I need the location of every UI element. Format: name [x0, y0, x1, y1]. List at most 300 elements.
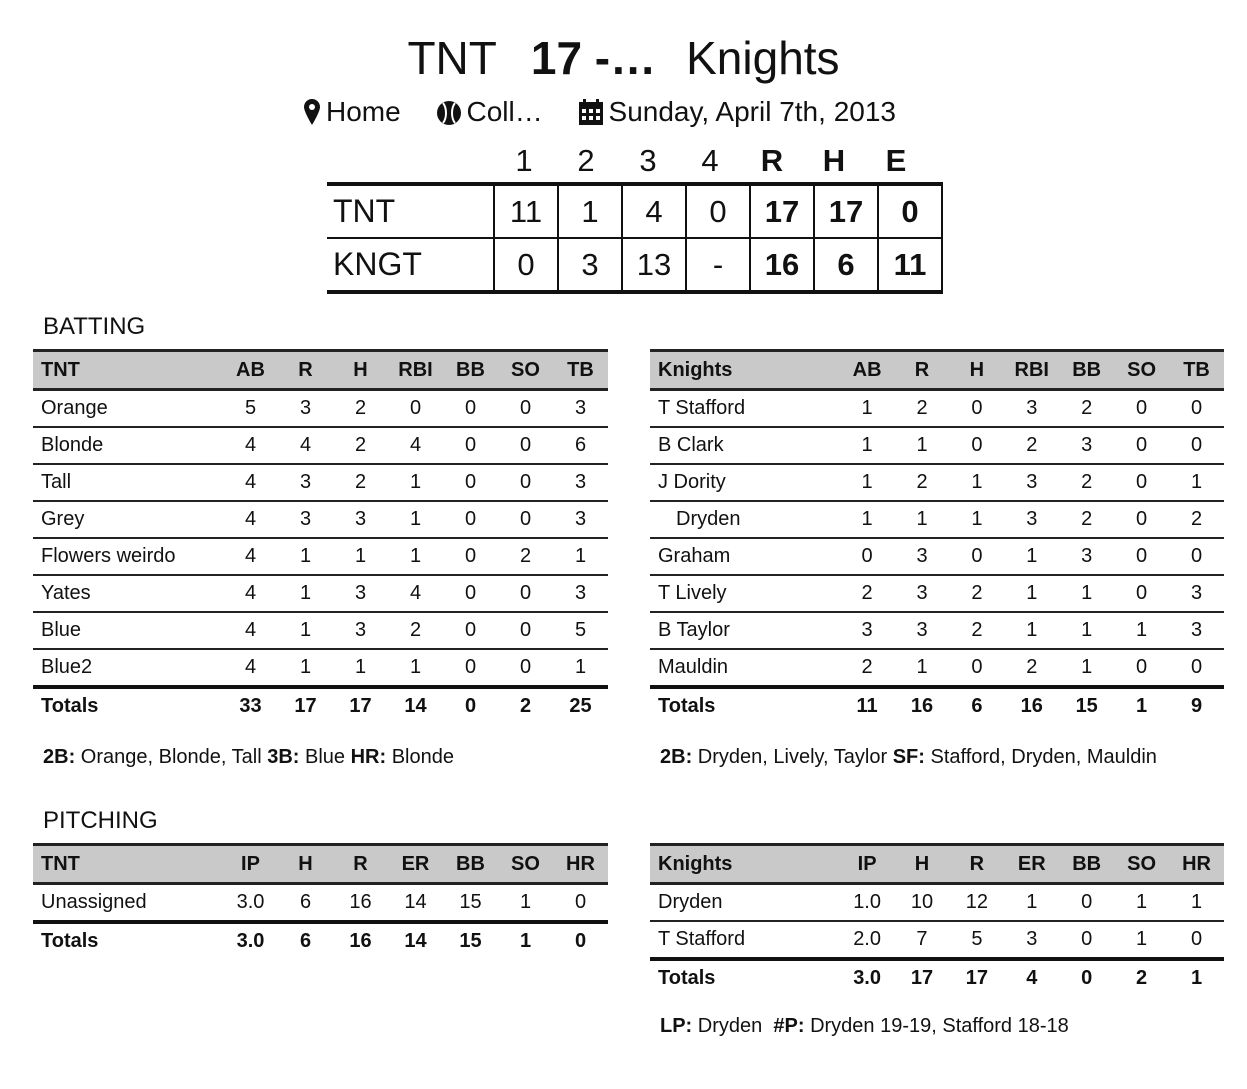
stat-value: 1	[553, 649, 608, 687]
note-label: 2B:	[43, 746, 76, 768]
stat-value: 0	[1114, 390, 1169, 428]
stat-value: 0	[388, 390, 443, 428]
stat-column-header: TB	[553, 351, 608, 390]
stat-value: 1	[840, 427, 895, 464]
total-value: 2	[1136, 967, 1148, 989]
stat-column-header: R	[949, 845, 1004, 884]
totals-row	[650, 959, 1224, 996]
stat-value: 0	[1059, 921, 1114, 959]
total-hits: 6	[813, 239, 877, 290]
location-info	[304, 92, 401, 132]
totals-label: Totals	[658, 695, 716, 717]
stat-value: 4	[278, 427, 333, 464]
stats-header-row	[650, 845, 1224, 884]
pitching-table-away	[33, 843, 608, 959]
table-row	[650, 649, 1224, 687]
stat-value: 3	[840, 612, 895, 649]
total-errors: 11	[877, 239, 943, 290]
inning-score: 11	[493, 186, 557, 237]
total-value: 6	[299, 930, 312, 952]
inning-score: 4	[621, 186, 685, 237]
stat-value: 0	[498, 575, 553, 612]
stat-value: 4	[388, 427, 443, 464]
stat-column-header: HR	[553, 845, 608, 884]
stat-value: 4	[223, 501, 278, 538]
stat-value: 1	[949, 464, 1004, 501]
table-row	[650, 390, 1224, 428]
totals-label: Totals	[41, 695, 99, 717]
stat-value: 2	[1004, 649, 1059, 687]
stat-column-header: H	[278, 845, 333, 884]
totals-row	[650, 687, 1224, 724]
stat-value: 0	[949, 538, 1004, 575]
stat-value: 0	[1169, 427, 1224, 464]
home-team-name: Knights	[686, 32, 840, 84]
stat-value: 4	[223, 538, 278, 575]
total-value: 11	[856, 695, 878, 717]
stat-value: 2	[333, 427, 388, 464]
stat-value: 0	[443, 427, 498, 464]
total-value: 16	[1020, 695, 1043, 717]
total-value: 17	[294, 695, 317, 717]
stat-value: 3	[1059, 427, 1114, 464]
note-label: 2B:	[660, 746, 693, 768]
stat-value: 3	[278, 464, 333, 501]
stat-column-header: IP	[223, 845, 278, 884]
game-meta	[0, 92, 1200, 132]
stat-value: 1	[388, 649, 443, 687]
table-row	[650, 464, 1224, 501]
line-score-row	[327, 186, 943, 237]
stat-value: 0	[498, 612, 553, 649]
stat-column-header: BB	[443, 351, 498, 390]
stat-value: 0	[1169, 538, 1224, 575]
stat-value: 0	[443, 612, 498, 649]
stat-value: 3	[1059, 538, 1114, 575]
player-name: B Clark	[650, 427, 840, 464]
stats-header-row	[650, 351, 1224, 390]
total-value: 16	[349, 930, 372, 952]
date-info	[579, 92, 896, 132]
stat-value: 0	[443, 390, 498, 428]
table-row	[33, 464, 608, 501]
note-text: Blue	[305, 746, 346, 768]
stat-value: 1	[840, 501, 895, 538]
stat-column-header: BB	[1059, 845, 1114, 884]
stat-value: 3	[1004, 921, 1059, 959]
total-value: 25	[569, 695, 592, 717]
note-label: LP:	[660, 1015, 693, 1037]
stat-value: 5	[223, 390, 278, 428]
total-value: 16	[910, 695, 934, 717]
table-row	[650, 575, 1224, 612]
stat-value: 1	[1059, 649, 1114, 687]
stat-value: 2	[388, 612, 443, 649]
stat-value: 0	[1114, 649, 1169, 687]
stat-value: 12	[949, 884, 1004, 922]
stat-value: 2	[1059, 464, 1114, 501]
stat-value: 1	[949, 501, 1004, 538]
stat-value: 2	[498, 538, 553, 575]
stat-column-header: SO	[1114, 351, 1169, 390]
stat-value: 1	[278, 575, 333, 612]
stat-value: 0	[1114, 575, 1169, 612]
stat-value: 1	[333, 649, 388, 687]
stat-value: 1	[553, 538, 608, 575]
total-value: 33	[239, 695, 262, 717]
table-row	[33, 649, 608, 687]
batting-table-home	[650, 349, 1224, 724]
stat-value: 2	[333, 390, 388, 428]
map-pin-icon	[304, 99, 320, 125]
total-value: 9	[1190, 695, 1203, 717]
total-value: 2	[519, 695, 532, 717]
total-value: 3.0	[236, 930, 265, 952]
inning-score: 1	[557, 186, 621, 237]
inning-score: -	[685, 239, 749, 290]
stat-value: 3	[895, 612, 950, 649]
stat-value: 3	[1169, 612, 1224, 649]
stat-value: 2	[1059, 501, 1114, 538]
stat-value: 14	[388, 884, 443, 923]
game-title	[0, 30, 1247, 86]
stat-column-header: SO	[1114, 845, 1169, 884]
stat-value: 4	[223, 464, 278, 501]
location-label: Home	[326, 96, 401, 127]
stat-value: 3	[1004, 390, 1059, 428]
inning-header: 1	[515, 143, 533, 178]
stat-column-header: AB	[223, 351, 278, 390]
line-score-team: KNGT	[333, 246, 422, 282]
stat-value: 4	[223, 612, 278, 649]
stat-value: 2	[333, 464, 388, 501]
player-name: Dryden	[650, 884, 840, 922]
stat-column-header: IP	[840, 845, 895, 884]
stat-column-header: RBI	[1004, 351, 1059, 390]
total-value: 0	[574, 930, 587, 952]
stat-value: 3	[278, 390, 333, 428]
stat-value: 0	[1114, 427, 1169, 464]
inning-header: 3	[639, 143, 657, 178]
player-name: T Lively	[650, 575, 840, 612]
total-value: 1	[1190, 967, 1203, 989]
stat-value: 1	[1059, 575, 1114, 612]
stat-value: 1	[1004, 538, 1059, 575]
stat-value: 3	[553, 464, 608, 501]
stat-value: 6	[553, 427, 608, 464]
stat-value: 2	[895, 464, 950, 501]
stats-header-row	[33, 845, 608, 884]
stat-column-header: BB	[1059, 351, 1114, 390]
stat-value: 15	[443, 884, 498, 923]
table-row	[33, 427, 608, 464]
stat-column-header: R	[333, 845, 388, 884]
stat-value: 1	[895, 649, 950, 687]
stat-value: 2	[1004, 427, 1059, 464]
total-value: 17	[965, 967, 988, 989]
stat-column-header: HR	[1169, 845, 1224, 884]
stat-value: 0	[1169, 921, 1224, 959]
line-score-team: TNT	[333, 193, 396, 229]
stat-value: 0	[1169, 390, 1224, 428]
stat-column-header: BB	[443, 845, 498, 884]
total-value: 6	[971, 695, 983, 717]
total-runs: 16	[749, 239, 813, 290]
table-row	[33, 501, 608, 538]
totals-label: Totals	[658, 967, 716, 989]
stat-value: 1	[1004, 612, 1059, 649]
player-name: Blue2	[33, 649, 223, 687]
table-row	[33, 575, 608, 612]
total-value: 15	[459, 930, 482, 952]
player-name: Grey	[33, 501, 223, 538]
stat-column-header: ER	[388, 845, 443, 884]
stat-value: 3	[1169, 575, 1224, 612]
line-score	[327, 140, 943, 294]
note-label: #P:	[773, 1015, 805, 1037]
batting-table-away	[33, 349, 608, 724]
stat-value: 2	[840, 575, 895, 612]
stat-value: 3	[333, 575, 388, 612]
stat-value: 1	[1114, 921, 1169, 959]
stat-value: 4	[223, 575, 278, 612]
stat-column-header: H	[895, 845, 950, 884]
note-text: Dryden, Lively, Taylor	[697, 746, 888, 768]
stat-value: 7	[895, 921, 950, 959]
stat-value: 3	[333, 501, 388, 538]
table-row	[650, 501, 1224, 538]
date-label: Sunday, April 7th, 2013	[608, 96, 896, 127]
stat-value: 1	[388, 538, 443, 575]
total-value: 0	[1081, 967, 1093, 989]
stat-value: 3	[895, 575, 950, 612]
player-name: Yates	[33, 575, 223, 612]
line-score-header	[327, 140, 943, 182]
errors-header: E	[885, 143, 907, 178]
runs-header: R	[760, 143, 784, 178]
table-row	[33, 390, 608, 428]
total-value: 14	[404, 695, 427, 717]
stat-value: 3	[278, 501, 333, 538]
player-name: B Taylor	[650, 612, 840, 649]
stat-value: 1	[278, 612, 333, 649]
stat-value: 0	[443, 575, 498, 612]
stat-column-header: AB	[840, 351, 895, 390]
table-row	[650, 427, 1224, 464]
stat-value: 0	[498, 390, 553, 428]
stat-value: 1	[1059, 612, 1114, 649]
note-text: Blonde	[391, 746, 454, 768]
stat-column-header: R	[895, 351, 950, 390]
stat-value: 0	[1114, 538, 1169, 575]
inning-header: 2	[577, 143, 595, 178]
stat-value: 0	[1059, 884, 1114, 922]
player-name: Tall	[33, 464, 223, 501]
stat-value: 0	[443, 501, 498, 538]
stat-value: 0	[949, 427, 1004, 464]
stat-column-header: ER	[1004, 845, 1059, 884]
game-score: 17 -…	[530, 32, 657, 84]
stat-value: 6	[278, 884, 333, 923]
stat-value: 1	[278, 649, 333, 687]
stat-value: 4	[223, 649, 278, 687]
stat-value: 1	[333, 538, 388, 575]
player-name: Mauldin	[650, 649, 840, 687]
stat-value: 2	[949, 575, 1004, 612]
batting-section-title: BATTING	[43, 313, 146, 340]
player-name: Dryden	[650, 501, 840, 538]
stat-value: 3	[1004, 464, 1059, 501]
batting-notes-home	[660, 744, 1157, 770]
team-column-header: Knights	[650, 351, 840, 390]
stat-value: 1	[895, 501, 950, 538]
total-value: 0	[464, 695, 477, 717]
stat-value: 0	[840, 538, 895, 575]
player-name: J Dority	[650, 464, 840, 501]
player-name: Graham	[650, 538, 840, 575]
stat-value: 2.0	[840, 921, 895, 959]
note-label: SF:	[892, 746, 925, 768]
table-row	[33, 538, 608, 575]
stat-value: 1	[388, 501, 443, 538]
total-runs: 17	[749, 186, 813, 237]
total-hits: 17	[813, 186, 877, 237]
table-row	[650, 612, 1224, 649]
stat-column-header: H	[949, 351, 1004, 390]
player-name: Orange	[33, 390, 223, 428]
totals-row	[33, 687, 608, 724]
stat-value: 0	[1114, 501, 1169, 538]
batting-notes-away	[43, 744, 454, 770]
total-value: 14	[404, 930, 427, 952]
table-row	[33, 612, 608, 649]
note-text: Dryden 19-19, Stafford 18-18	[810, 1015, 1069, 1037]
stat-column-header: SO	[498, 845, 553, 884]
stat-value: 1	[895, 427, 950, 464]
stat-value: 3	[553, 390, 608, 428]
pitching-table-home	[650, 843, 1224, 996]
field-info	[437, 92, 543, 132]
team-column-header: Knights	[650, 845, 840, 884]
stat-value: 3	[1004, 501, 1059, 538]
table-row	[33, 884, 608, 923]
stat-value: 4	[388, 575, 443, 612]
stat-value: 4	[223, 427, 278, 464]
stat-value: 1.0	[840, 884, 895, 922]
stat-value: 0	[443, 538, 498, 575]
inning-header: 4	[701, 143, 719, 178]
stat-value: 1	[498, 884, 553, 923]
player-name: Unassigned	[33, 884, 223, 923]
table-row	[650, 538, 1224, 575]
total-value: 1	[519, 930, 532, 952]
stat-value: 16	[333, 884, 388, 923]
stat-column-header: RBI	[388, 351, 443, 390]
stat-value: 3	[553, 501, 608, 538]
stat-value: 0	[498, 427, 553, 464]
stat-value: 1	[278, 538, 333, 575]
stat-value: 1	[1114, 884, 1169, 922]
stat-value: 3	[333, 612, 388, 649]
note-label: HR:	[350, 746, 387, 768]
hits-header: H	[822, 143, 846, 178]
total-value: 3.0	[853, 967, 881, 989]
stat-column-header: H	[333, 351, 388, 390]
team-column-header: TNT	[33, 845, 223, 884]
stat-value: 1	[1169, 884, 1224, 922]
stat-value: 10	[895, 884, 950, 922]
stat-value: 2	[895, 390, 950, 428]
total-value: 15	[1075, 695, 1098, 717]
stat-value: 3	[895, 538, 950, 575]
stat-value: 2	[1059, 390, 1114, 428]
total-errors: 0	[877, 186, 943, 237]
away-team-name: TNT	[407, 32, 497, 84]
stat-value: 5	[553, 612, 608, 649]
total-value: 17	[910, 967, 934, 989]
pitching-notes-home	[660, 1013, 1069, 1039]
team-column-header: TNT	[33, 351, 223, 390]
stat-value: 3	[553, 575, 608, 612]
totals-row	[33, 922, 608, 959]
stat-column-header: R	[278, 351, 333, 390]
inning-score: 3	[557, 239, 621, 290]
stat-value: 0	[1114, 464, 1169, 501]
stat-value: 1	[1004, 884, 1059, 922]
stat-value: 0	[1169, 649, 1224, 687]
player-name: T Stafford	[650, 390, 840, 428]
stat-value: 1	[840, 390, 895, 428]
stat-value: 1	[840, 464, 895, 501]
stat-value: 1	[388, 464, 443, 501]
stat-value: 5	[949, 921, 1004, 959]
stats-header-row	[33, 351, 608, 390]
note-text: Orange, Blonde, Tall	[80, 746, 262, 768]
stat-value: 3.0	[223, 884, 278, 923]
table-row	[650, 884, 1224, 922]
stat-value: 0	[949, 390, 1004, 428]
stat-value: 2	[840, 649, 895, 687]
total-value: 1	[1136, 695, 1148, 717]
stat-value: 0	[498, 649, 553, 687]
inning-score: 0	[493, 239, 557, 290]
stat-value: 1	[1004, 575, 1059, 612]
stat-value: 2	[949, 612, 1004, 649]
player-name: Blonde	[33, 427, 223, 464]
stat-value: 0	[949, 649, 1004, 687]
field-label: Coll…	[466, 96, 543, 127]
totals-label: Totals	[41, 930, 99, 952]
stat-value: 0	[498, 501, 553, 538]
stat-value: 1	[1169, 464, 1224, 501]
total-value: 17	[349, 695, 372, 717]
total-value: 4	[1026, 967, 1038, 989]
inning-score: 13	[621, 239, 685, 290]
stat-value: 0	[443, 464, 498, 501]
line-score-row	[327, 237, 943, 290]
table-row	[650, 921, 1224, 959]
pitching-section-title: PITCHING	[43, 807, 158, 834]
player-name: Blue	[33, 612, 223, 649]
note-text: Stafford, Dryden, Mauldin	[930, 746, 1157, 768]
player-name: Flowers weirdo	[33, 538, 223, 575]
stat-value: 0	[553, 884, 608, 923]
stat-column-header: SO	[498, 351, 553, 390]
stat-value: 0	[443, 649, 498, 687]
stat-value: 0	[498, 464, 553, 501]
note-text: Dryden	[697, 1015, 763, 1037]
baseball-icon	[437, 101, 461, 125]
